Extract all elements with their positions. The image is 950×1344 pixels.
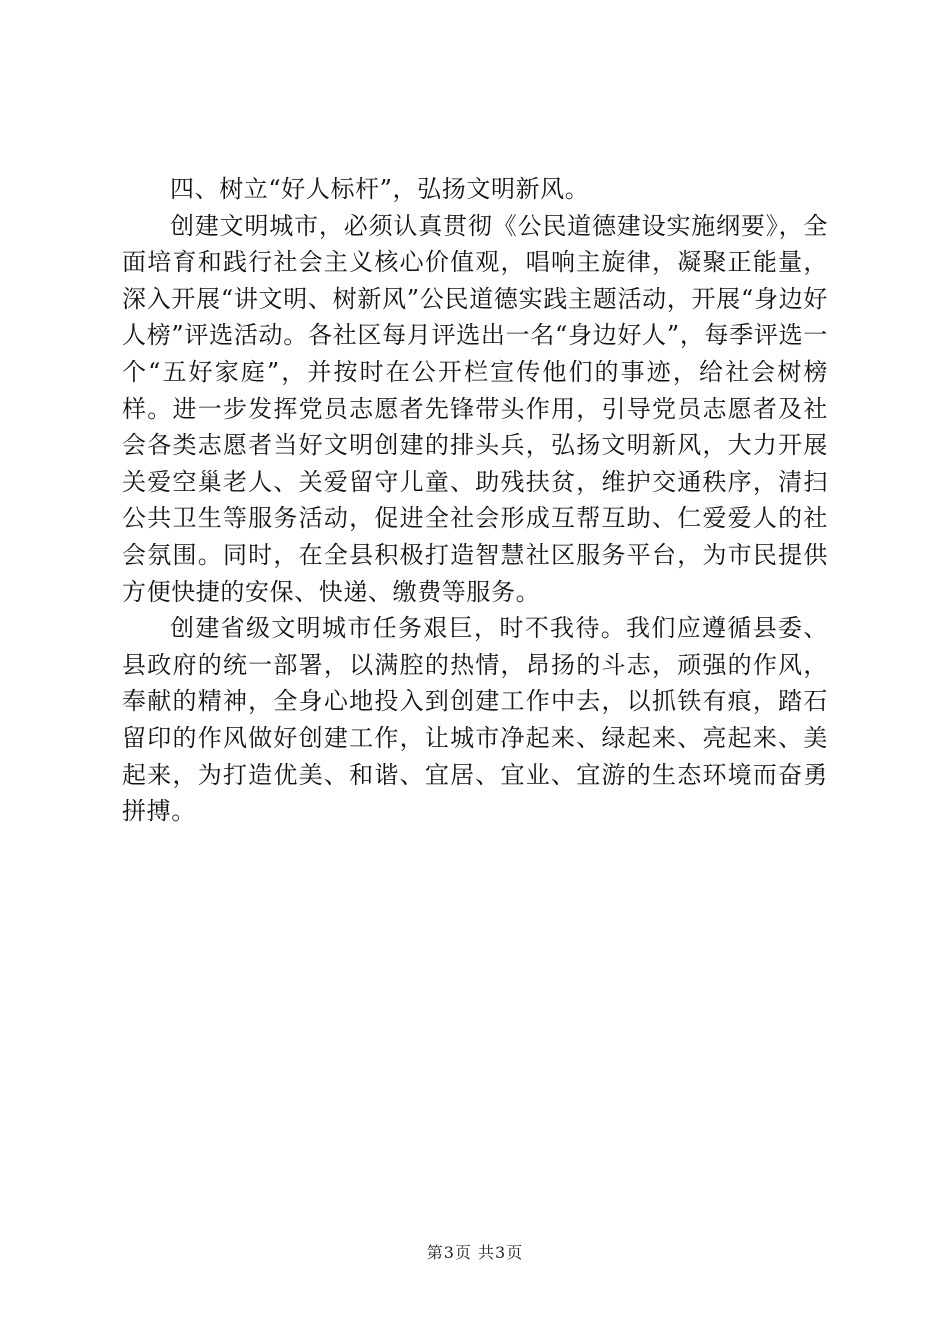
section-heading: 四、树立“好人标杆”，弘扬文明新风。 (170, 175, 590, 203)
page-number-footer: 第3页 共3页 (426, 1243, 524, 1262)
body-paragraph: 创建省级文明城市任务艰巨，时不我待。我们应遵循县委、县政府的统一部署，以满腔的热情，昂扬的斗志，顽强的作风，奉献的精神，全身心地投入到创建工作中去，以抓铁有痕，踏石留印的作风做好创建工作，让城市净起来、绿起来、亮起来、美起来，为打造优美、和谐、宜居、宜业、宜游的生态环境而奋勇拼搏。 (122, 614, 828, 826)
document-body (122, 171, 828, 830)
body-paragraph: 创建文明城市，必须认真贯彻《公民道德建设实施纲要》，全面培育和践行社会主义核心价值观，唱响主旋律，凝聚正能量，深入开展“讲文明、树新风”公民道德实践主题活动，开展“身边好人榜”评选活动。各社区每月评选出一名“身边好人”，每季评选一个“五好家庭”，并按时在公开栏宣传他们的事迹，给社会树榜样。进一步发挥党员志愿者先锋带头作用，引导党员志愿者及社会各类志愿者当好文明创建的排头兵，弘扬文明新风，大力开展关爱空巢老人、关爱留守儿童、助残扶贫，维护交通秩序，清扫公共卫生等服务活动，促进全社会形成互帮互助、仁爱爱人的社会氛围。同时，在全县积极打造智慧社区服务平台，为市民提供方便快捷的安保、快递、缴费等服务。 (122, 211, 828, 606)
